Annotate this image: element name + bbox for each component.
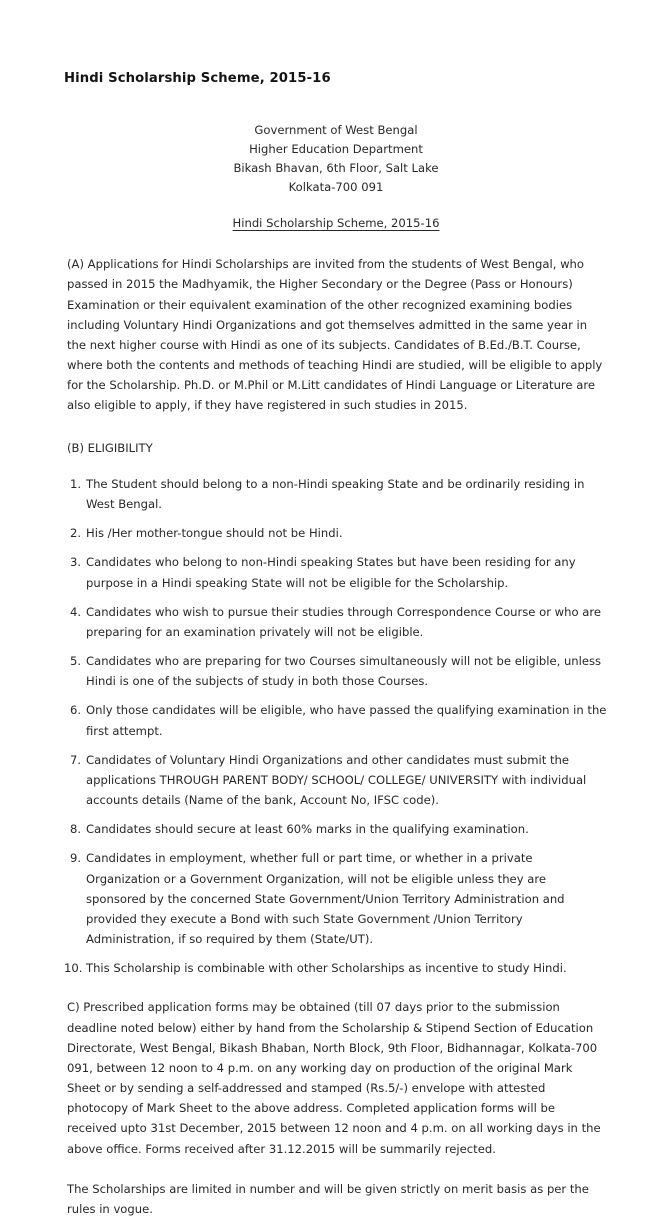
list-item-number: 7. xyxy=(69,752,81,767)
list-item xyxy=(64,958,608,978)
address-line-2: Higher Education Department xyxy=(249,141,423,156)
list-item-number: 10. xyxy=(64,961,83,976)
letterhead-address xyxy=(64,121,608,196)
scheme-subtitle-text: Hindi Scholarship Scheme, 2015-16 xyxy=(232,216,440,231)
list-item-number: 3. xyxy=(69,555,81,570)
list-item xyxy=(64,750,608,811)
list-item-number: 4. xyxy=(69,604,81,619)
list-item xyxy=(64,700,608,740)
eligibility-list xyxy=(64,474,608,979)
section-c-paragraph: C) Prescribed application forms may be obtained (till 07 days prior to the submission deadline noted below) either by hand from the Scholarship & Stipend Section of Education Directorate, West Bengal, Bikash Bhaban, North Block, 9th Floor, Bidhannagar, Kolkata-700 091, between 12 noon to 4 p.m. on any working day on production of the original Mark Sheet or by sending a self-addressed and stamped (Rs.5/-) envelope with attested photocopy of Mark Sheet to the above address. Completed application forms will be received upto 31st December, 2015 between 12 noon and 4 p.m. on all working days in the above office. Forms received after 31.12.2015 will be summarily rejected. xyxy=(67,1000,601,1156)
list-item-text: His /Her mother-tongue should not be Hindi. xyxy=(86,526,343,541)
scheme-subtitle xyxy=(64,216,608,230)
list-item-text: Candidates who belong to non-Hindi speaking States but have been residing for any purpose in a Hindi speaking State will not be eligible for the Scholarship. xyxy=(86,555,576,590)
address-line-4: Kolkata-700 091 xyxy=(288,179,384,194)
list-item-number: 6. xyxy=(69,703,81,718)
list-item xyxy=(64,651,608,691)
list-item xyxy=(64,602,608,642)
list-item-text: Candidates in employment, whether full or part time, or whether in a private Organization or a Government Organization, will not be eligible unless they are sponsored by the concerned State Government/Union Territory Administration and provided they execute a Bond with such State Government /Union Territory Administration, if so required by them (State/UT). xyxy=(86,851,565,947)
list-item-text: Candidates who are preparing for two Courses simultaneously will not be eligible, unless Hindi is one of the subjects of study in both those Courses. xyxy=(86,654,602,689)
list-item-number: 8. xyxy=(69,822,81,837)
list-item xyxy=(64,819,608,839)
list-item xyxy=(64,848,608,949)
list-item-text: Candidates should secure at least 60% marks in the qualifying examination. xyxy=(86,822,529,837)
address-line-1: Government of West Bengal xyxy=(254,123,418,138)
address-line-3: Bikash Bhavan, 6th Floor, Salt Lake xyxy=(233,160,439,175)
list-item xyxy=(64,552,608,592)
page-title: Hindi Scholarship Scheme, 2015-16 xyxy=(64,71,331,86)
list-item-text: This Scholarship is combinable with other Scholarships as incentive to study Hindi. xyxy=(86,961,567,976)
list-item xyxy=(64,523,608,543)
list-item-number: 2. xyxy=(69,526,81,541)
list-item-text: Candidates of Voluntary Hindi Organizations and other candidates must submit the applications THROUGH PARENT BODY/ SCHOOL/ COLLEGE/ UNIVERSITY with individual accounts details (Name of the bank, Account No, IFSC code). xyxy=(86,752,587,808)
list-item-number: 5. xyxy=(69,654,81,669)
list-item xyxy=(64,474,608,514)
list-item-text: Only those candidates will be eligible, who have passed the qualifying examination in the first attempt. xyxy=(86,703,607,738)
list-item-number: 1. xyxy=(69,476,81,491)
list-item-text: Candidates who wish to pursue their studies through Correspondence Course or who are preparing for an examination privately will not be eligible. xyxy=(86,604,602,639)
list-item-text: The Student should belong to a non-Hindi speaking State and be ordinarily residing in West Bengal. xyxy=(86,476,585,511)
closing-paragraph: The Scholarships are limited in number and will be given strictly on merit basis as per the rules in vogue. xyxy=(67,1181,589,1216)
section-b-heading: (B) ELIGIBILITY xyxy=(67,440,153,455)
list-item-number: 9. xyxy=(69,851,81,866)
section-a-paragraph: (A) Applications for Hindi Scholarships are invited from the students of West Bengal, who passed in 2015 the Madhyamik, the Higher Secondary or the Degree (Pass or Honours) Examination or their equivalent examination of the other recognized examining bodies including Voluntary Hindi Organizations and got themselves admitted in the same year in the next higher course with Hindi as one of its subjects. Candidates of B.Ed./B.T. Course, where both the contents and methods of teaching Hindi are studied, will be eligible to apply for the Scholarship. Ph.D. or M.Phil or M.Litt candidates of Hindi Language or Literature are also eligible to apply, if they have registered in such studies in 2015. xyxy=(67,257,603,413)
